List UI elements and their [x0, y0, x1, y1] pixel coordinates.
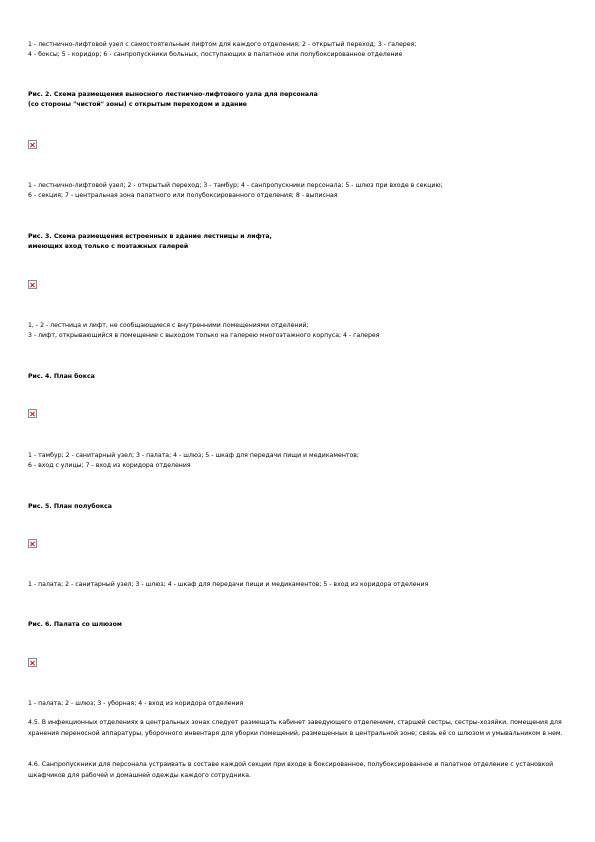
figure-caption: Рис. 3. Схема размещения встроенных в здание лестницы и лифта,	[28, 233, 272, 240]
body-paragraph: 4.5. В инфекционных отделениях в центральных зонах следует размещать кабинет заведующего отделением, старшей сестры, сестры-хозяйки, помещения для хранения переносной аппаратуры, уборочного инвентаря для уборки помещений, размещенных в центральной зоне; связь её со шлюзом и умывальником в нем.	[28, 719, 563, 737]
broken-image-icon	[28, 280, 37, 289]
legend-line: 1 - палата; 2 - санитарный узел; 3 - шлюз; 4 - шкаф для передачи пищи и медикаментов; 5 - вход из коридора отделения	[28, 581, 429, 588]
legend-line: 1 - тамбур; 2 - санитарный узел; 3 - палата; 4 - шлюз; 5 - шкаф для передачи пищи и медикаментов;	[28, 452, 359, 459]
legend-line: 1 - лестнично-лифтовой узел; 2 - открытый переход; 3 - тамбур; 4 - санпропускники персонала; 5 - шлюз при входе в секцию;	[28, 182, 443, 189]
legend-line: 6 - секция; 7 - центральная зона палатного или полубоксированного отделения; 8 - выписная	[28, 192, 338, 199]
broken-image-icon	[28, 658, 37, 667]
legend-line: 3 - лифт, открывающийся в помещение с выходом только на галерею многоэтажного корпуса; 4 - галерея	[28, 332, 380, 339]
figure-caption: Рис. 5. План полубокса	[28, 503, 112, 510]
legend-line: 6 - вход с улицы; 7 - вход из коридора отделения	[28, 462, 191, 469]
broken-image-icon	[28, 409, 37, 418]
figure-caption: Рис. 6. Палата со шлюзом	[28, 621, 122, 628]
figure-caption: Рис. 2. Схема размещения выносного лестнично-лифтового узла для персонала	[28, 91, 318, 98]
broken-image-icon	[28, 539, 37, 548]
legend-line: 1 - палата; 2 - шлюз; 3 - уборная; 4 - вход из коридора отделения	[28, 700, 244, 707]
legend-line: 4 - боксы; 5 - коридор; 6 - санпропускники больных, поступающих в палатное или полубоксированное отделение	[28, 51, 403, 58]
broken-image-icon	[28, 140, 37, 149]
figure-caption: имеющих вход только с поэтажных галерей	[28, 243, 189, 250]
figure-caption: Рис. 4. План бокса	[28, 373, 95, 380]
figure-caption: (со стороны "чистой" зоны) с открытым переходом и здание	[28, 101, 247, 108]
legend-line: 1 - лестнично-лифтовой узел с самостоятельным лифтом для каждого отделения; 2 - открытый переход; 3 - галерея;	[28, 41, 417, 48]
legend-line: 1, - 2 - лестница и лифт, не сообщающиеся с внутренними помещениями отделений;	[28, 322, 309, 329]
body-paragraph: 4.6. Санпропускники для персонала устраивать в составе каждой секции при входе в боксированное, полубоксированное и палатное отделение с установкой шкафчиков для рабочей и домашней одежды каждого сотрудника.	[28, 761, 554, 779]
